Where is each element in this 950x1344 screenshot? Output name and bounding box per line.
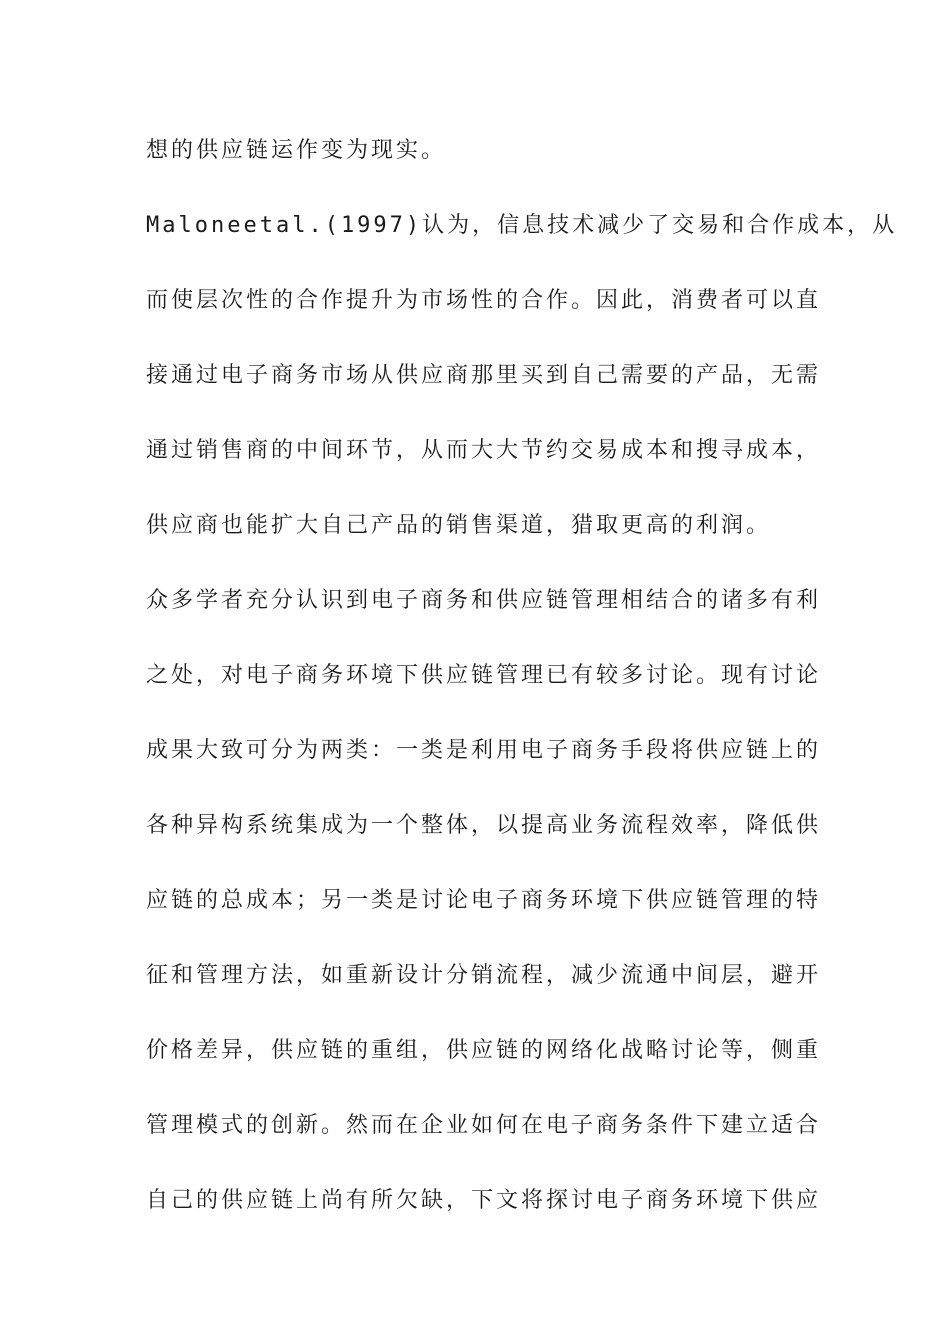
text-line: 通过销售商的中间环节，从而大大节约交易成本和搜寻成本，: [146, 438, 822, 463]
text-line: Maloneetal.(1997)认为，信息技术减少了交易和合作成本，从: [146, 213, 898, 238]
text-line: 想的供应链运作变为现实。: [146, 138, 447, 163]
text-line: 管理模式的创新。然而在企业如何在电子商务条件下建立适合: [146, 1113, 822, 1138]
text-line: 成果大致可分为两类：一类是利用电子商务手段将供应链上的: [146, 738, 822, 763]
text-line: 自己的供应链上尚有所欠缺，下文将探讨电子商务环境下供应: [146, 1188, 822, 1213]
text-line: 接通过电子商务市场从供应商那里买到自己需要的产品，无需: [146, 363, 822, 388]
text-line: 应链的总成本；另一类是讨论电子商务环境下供应链管理的特: [146, 888, 822, 913]
text-line: 供应商也能扩大自己产品的销售渠道，猎取更高的利润。: [146, 513, 772, 538]
text-line: 之处，对电子商务环境下供应链管理已有较多讨论。现有讨论: [146, 663, 822, 688]
text-line: 征和管理方法，如重新设计分销流程，减少流通中间层，避开: [146, 963, 822, 988]
text-line: 各种异构系统集成为一个整体，以提高业务流程效率，降低供: [146, 813, 822, 838]
text-line: 而使层次性的合作提升为市场性的合作。因此，消费者可以直: [146, 288, 822, 313]
text-line: 价格差异，供应链的重组，供应链的网络化战略讨论等，侧重: [146, 1038, 822, 1063]
text-line: 众多学者充分认识到电子商务和供应链管理相结合的诸多有利: [146, 588, 822, 613]
